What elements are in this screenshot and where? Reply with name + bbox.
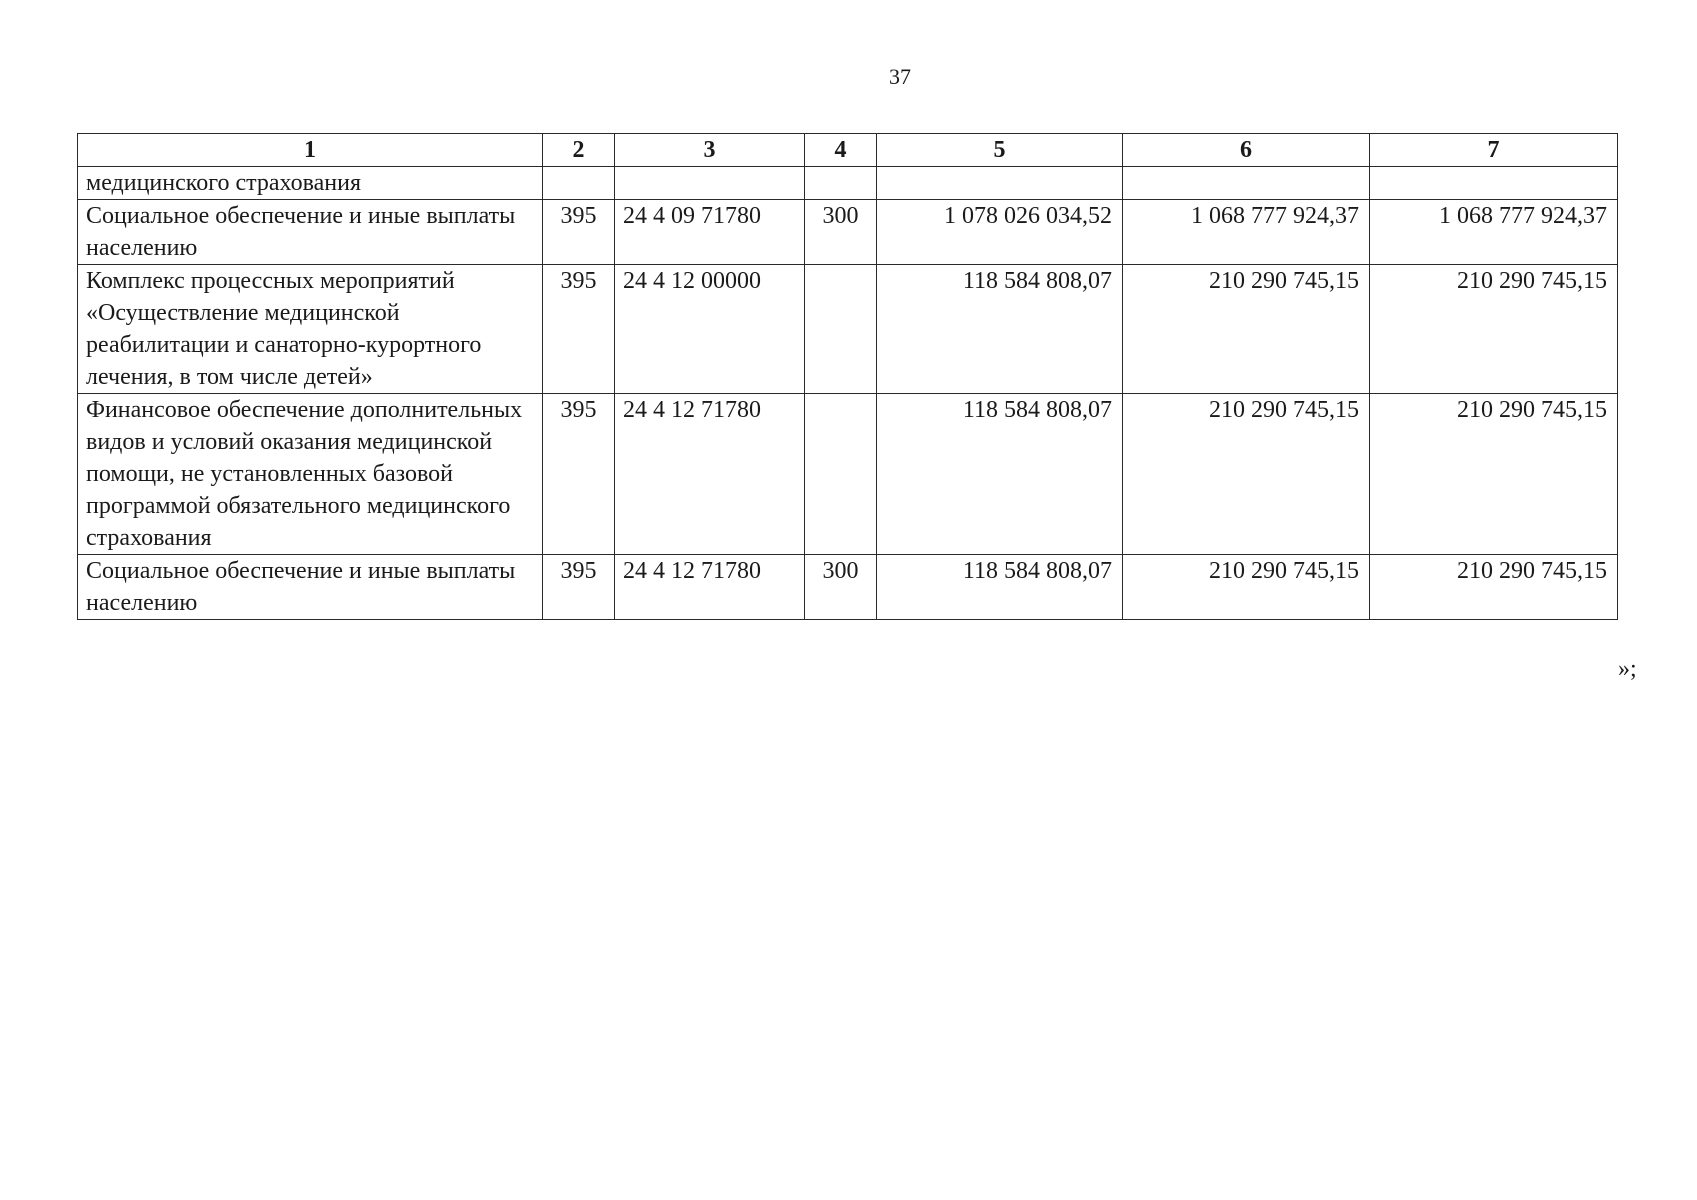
row-col-6: 210 290 745,15 xyxy=(1123,394,1370,555)
table-row xyxy=(78,555,1618,620)
table-row xyxy=(78,265,1618,394)
row-name: Социальное обеспечение и иные выплаты населению xyxy=(78,555,543,620)
row-col-2: 395 xyxy=(543,394,615,555)
row-col-6: 210 290 745,15 xyxy=(1123,555,1370,620)
row-col-6 xyxy=(1123,167,1370,200)
row-name: Финансовое обеспечение дополнительных видов и условий оказания медицинской помощи, не установленных базовой программой обязательного медицинского страхования xyxy=(78,394,543,555)
row-col-2: 395 xyxy=(543,200,615,265)
row-col-3 xyxy=(615,167,805,200)
row-col-7: 210 290 745,15 xyxy=(1370,555,1618,620)
row-col-5: 1 078 026 034,52 xyxy=(877,200,1123,265)
header-col-6: 6 xyxy=(1123,134,1370,167)
closing-quote-mark: »; xyxy=(1618,656,1637,682)
header-col-1: 1 xyxy=(78,134,543,167)
table-row xyxy=(78,200,1618,265)
row-col-3: 24 4 09 71780 xyxy=(615,200,805,265)
row-col-3: 24 4 12 71780 xyxy=(615,394,805,555)
row-col-7: 210 290 745,15 xyxy=(1370,394,1618,555)
budget-table xyxy=(77,133,1618,620)
row-col-5: 118 584 808,07 xyxy=(877,265,1123,394)
page-number: 37 xyxy=(889,64,911,89)
row-col-3: 24 4 12 00000 xyxy=(615,265,805,394)
row-col-4 xyxy=(805,167,877,200)
table-header-row xyxy=(78,134,1618,167)
row-col-4: 300 xyxy=(805,200,877,265)
row-name: медицинского страхования xyxy=(78,167,543,200)
row-col-5 xyxy=(877,167,1123,200)
row-col-5: 118 584 808,07 xyxy=(877,394,1123,555)
row-col-4: 300 xyxy=(805,555,877,620)
row-col-2: 395 xyxy=(543,555,615,620)
row-col-2 xyxy=(543,167,615,200)
row-col-3: 24 4 12 71780 xyxy=(615,555,805,620)
row-col-7 xyxy=(1370,167,1618,200)
header-col-3: 3 xyxy=(615,134,805,167)
row-col-4 xyxy=(805,394,877,555)
row-name: Социальное обеспечение и иные выплаты населению xyxy=(78,200,543,265)
table-row xyxy=(78,167,1618,200)
row-col-5: 118 584 808,07 xyxy=(877,555,1123,620)
row-col-6: 1 068 777 924,37 xyxy=(1123,200,1370,265)
header-col-7: 7 xyxy=(1370,134,1618,167)
row-name: Комплекс процессных мероприятий «Осуществление медицинской реабилитации и санаторно-курортного лечения, в том числе детей» xyxy=(78,265,543,394)
header-col-2: 2 xyxy=(543,134,615,167)
header-col-4: 4 xyxy=(805,134,877,167)
row-col-7: 210 290 745,15 xyxy=(1370,265,1618,394)
row-col-4 xyxy=(805,265,877,394)
table-row xyxy=(78,394,1618,555)
row-col-2: 395 xyxy=(543,265,615,394)
header-col-5: 5 xyxy=(877,134,1123,167)
row-col-6: 210 290 745,15 xyxy=(1123,265,1370,394)
row-col-7: 1 068 777 924,37 xyxy=(1370,200,1618,265)
